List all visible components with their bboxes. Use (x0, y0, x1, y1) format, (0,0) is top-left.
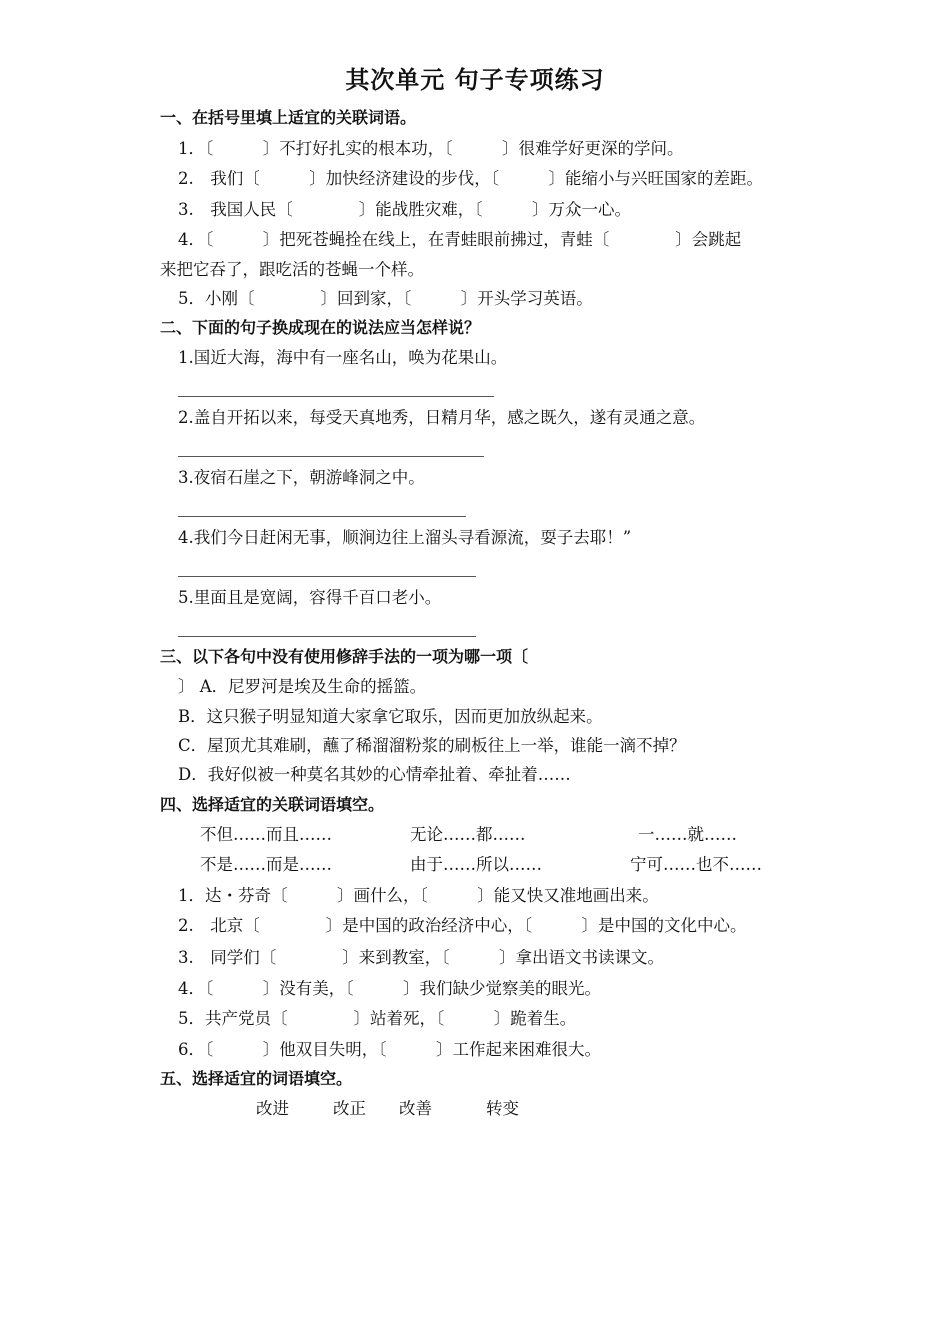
section2-item-5: 5.里面且是宽阔，容得千百口老小。 (178, 588, 442, 607)
section5-heading: 五、选择适宜的词语填空。 (160, 1069, 353, 1088)
answer-line-5 (178, 636, 476, 637)
section4-item-5: 5．共产党员〔 〕站着死，〔 〕跪着生。 (178, 1009, 577, 1028)
section1-item-1: 1．〔 〕不打好扎实的根本功，〔 〕很难学好更深的学问。 (178, 139, 684, 158)
section1-item-5: 5．小刚〔 〕回到家，〔 〕开头学习英语。 (178, 289, 593, 308)
section3-option-d: D．我好似被一种莫名其妙的心情牵扯着、牵扯着…… (178, 765, 571, 784)
section4-item-2: 2. 北京〔 〕是中国的政治经济中心，〔 〕是中国的文化中心。 (178, 916, 747, 935)
word-bank-option: 不是……而是…… (200, 855, 332, 874)
answer-line-1 (178, 396, 494, 397)
section3-option-a: 〕 A．尼罗河是埃及生命的摇篮。 (178, 677, 427, 696)
section3-option-b: B．这只猴子明显知道大家拿它取乐，因而更加放纵起来。 (178, 707, 603, 726)
word-bank-option: 改善 (399, 1099, 432, 1118)
page-title: 其次单元 句子专项练习 (345, 66, 605, 94)
section3-option-c: C．屋顶尤其难刷，蘸了稀溜溜粉浆的刷板往上一举，谁能一滴不掉？ (178, 736, 686, 755)
section1-heading: 一、在括号里填上适宜的关联词语。 (160, 108, 417, 127)
section4-item-1: 1．达・芬奇〔 〕画什么，〔 〕能又快又准地画出来。 (178, 886, 659, 905)
word-bank-option: 改正 (333, 1099, 366, 1118)
section4-item-3: 3. 同学们〔 〕来到教室，〔 〕拿出语文书读课文。 (178, 948, 664, 967)
section1-item-3: 3. 我国人民〔 〕能战胜灾难，〔 〕万众一心。 (178, 200, 631, 219)
answer-line-4 (178, 576, 476, 577)
section2-item-1: 1.国近大海，海中有一座名山，唤为花果山。 (178, 348, 508, 367)
answer-line-2 (178, 456, 484, 457)
section2-heading: 二、下面的句子换成现在的说法应当怎样说？ (160, 318, 481, 337)
section2-item-3: 3.夜宿石崖之下，朝游峰洞之中。 (178, 468, 425, 487)
section4-item-6: 6．〔 〕他双目失明，〔 〕工作起来困难很大。 (178, 1040, 601, 1059)
section4-item-4: 4．〔 〕没有美，〔 〕我们缺少觉察美的眼光。 (178, 979, 601, 998)
word-bank-option: 宁可……也不…… (630, 855, 762, 874)
word-bank-option: 由于……所以…… (410, 855, 542, 874)
section1-item-4: 4．〔 〕把死苍蝇拴在线上，在青蛙眼前拂过，青蛙〔 〕会跳起 (178, 230, 742, 249)
word-bank-option: 改进 (256, 1099, 289, 1118)
section4-heading: 四、选择适宜的关联词语填空。 (160, 795, 385, 814)
word-bank-option: 不但……而且…… (200, 825, 332, 844)
section3-heading: 三、以下各句中没有使用修辞手法的一项为哪一项〔 (160, 647, 529, 666)
section1-item-2: 2. 我们〔 〕加快经济建设的步伐，〔 〕能缩小与兴旺国家的差距。 (178, 169, 763, 188)
section2-item-4: 4.我们今日赶闲无事，顺涧边往上溜头寻看源流，耍子去耶！” (178, 528, 632, 547)
answer-line-3 (178, 516, 466, 517)
word-bank-option: 转变 (486, 1099, 519, 1118)
section1-item-4-continued: 来把它吞了，跟吃活的苍蝇一个样。 (160, 260, 424, 279)
word-bank-option: 无论……都…… (410, 825, 526, 844)
section2-item-2: 2.盖自开拓以来，每受天真地秀，日精月华，感之既久，遂有灵通之意。 (178, 408, 706, 427)
word-bank-option: 一……就…… (638, 825, 737, 844)
